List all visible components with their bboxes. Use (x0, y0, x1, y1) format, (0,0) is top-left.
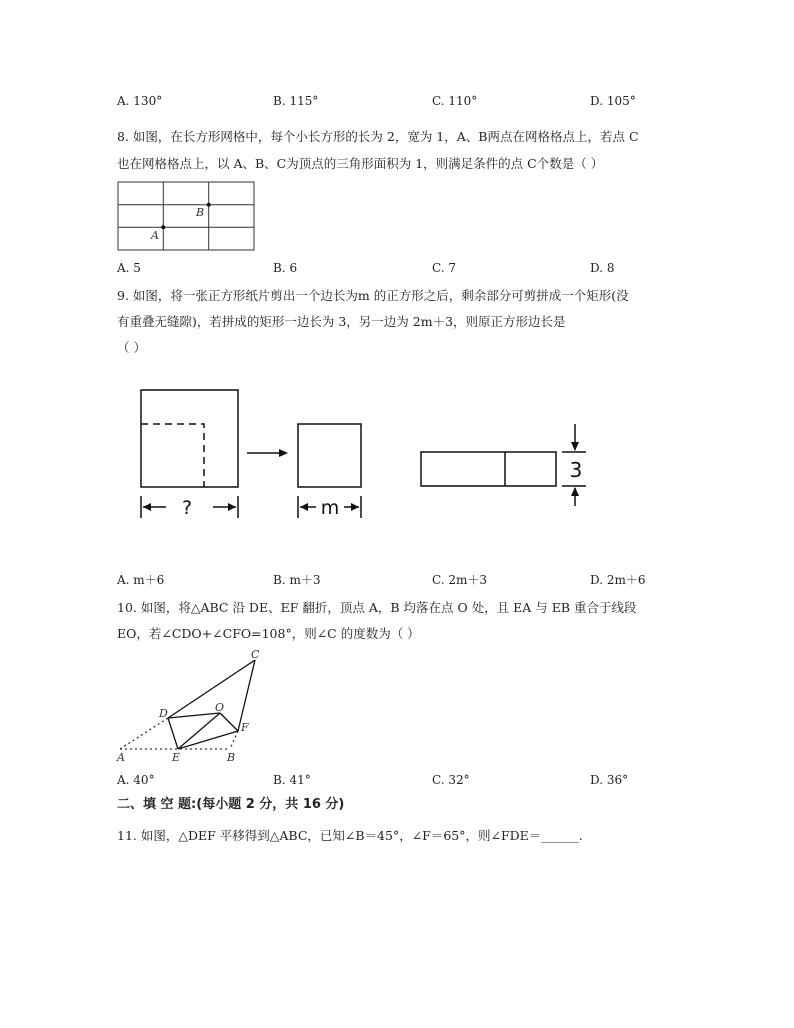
q10-label-d: D (159, 707, 168, 720)
q10-label-f: F (241, 721, 249, 734)
q10-stem-line2: EO，若∠CDO+∠CFO=108°，则∠C 的度数为（ ） (117, 626, 420, 641)
q9-choice-c: C. 2m＋3 (432, 573, 488, 587)
q10-triangle-figure (110, 645, 280, 770)
q9-square-figure (130, 380, 600, 525)
q7-choice-b: B. 115° (273, 94, 319, 108)
q8-label-b: B (196, 206, 205, 219)
q10-choice-b: B. 41° (273, 773, 311, 787)
q10-label-o: O (215, 701, 225, 714)
q10-label-b: B (227, 751, 236, 764)
q10-label-c: C (251, 648, 260, 661)
q7-choice-c: C. 110° (432, 94, 478, 108)
q10-choice-c: C. 32° (432, 773, 470, 787)
q8-choice-c: C. 7 (432, 261, 457, 275)
section-heading: 二、填 空 题:(每小题 2 分，共 16 分) (117, 797, 345, 812)
q9-label-3: 3 (569, 458, 583, 482)
q10-label-a: A (117, 751, 125, 764)
q10-choice-d: D. 36° (590, 773, 629, 787)
q8-label-a: A (151, 229, 159, 242)
q9-stem-line2: 有重叠无缝隙)，若拼成的矩形一边长为 3，另一边为 2m＋3，则原正方形边长是 (117, 314, 566, 329)
q9-choice-a: A. m＋6 (117, 573, 165, 587)
q8-point-a (161, 225, 165, 229)
q7-choice-a: A. 130° (117, 94, 163, 108)
q9-label-m: m (320, 497, 340, 519)
q8-choice-d: D. 8 (590, 261, 615, 275)
q8-stem-line1: 8. 如图，在长方形网格中，每个小长方形的长为 2，宽为 1，A、B两点在网格格点上，若点 C (117, 129, 639, 144)
q8-point-b (207, 203, 211, 207)
q9-choice-b: B. m＋3 (273, 573, 321, 587)
q8-stem-line2: 也在网格格点上，以 A、B、C为顶点的三角形面积为 1，则满足条件的点 C个数是（ ） (117, 156, 604, 171)
q7-choice-d: D. 105° (590, 94, 636, 108)
q8-grid-figure (117, 181, 257, 253)
q10-label-e: E (172, 751, 181, 764)
q10-choice-a: A. 40° (117, 773, 155, 787)
q8-choice-b: B. 6 (273, 261, 298, 275)
q9-choice-d: D. 2m＋6 (590, 573, 646, 587)
q9-label-question: ? (181, 497, 193, 519)
q9-stem-line1: 9. 如图，将一张正方形纸片剪出一个边长为m 的正方形之后，剩余部分可剪拼成一个矩形(没 (117, 288, 629, 303)
q9-stem-line3: （ ） (117, 340, 146, 355)
q8-choice-a: A. 5 (117, 261, 141, 275)
q10-stem-line1: 10. 如图，将△ABC 沿 DE、EF 翻折，顶点 A，B 均落在点 O 处，且 EA 与 EB 重合于线段 (117, 600, 637, 615)
q11-stem-line1: 11. 如图，△DEF 平移得到△ABC，已知∠B＝45°，∠F＝65°，则∠FDE＝______. (117, 828, 583, 843)
